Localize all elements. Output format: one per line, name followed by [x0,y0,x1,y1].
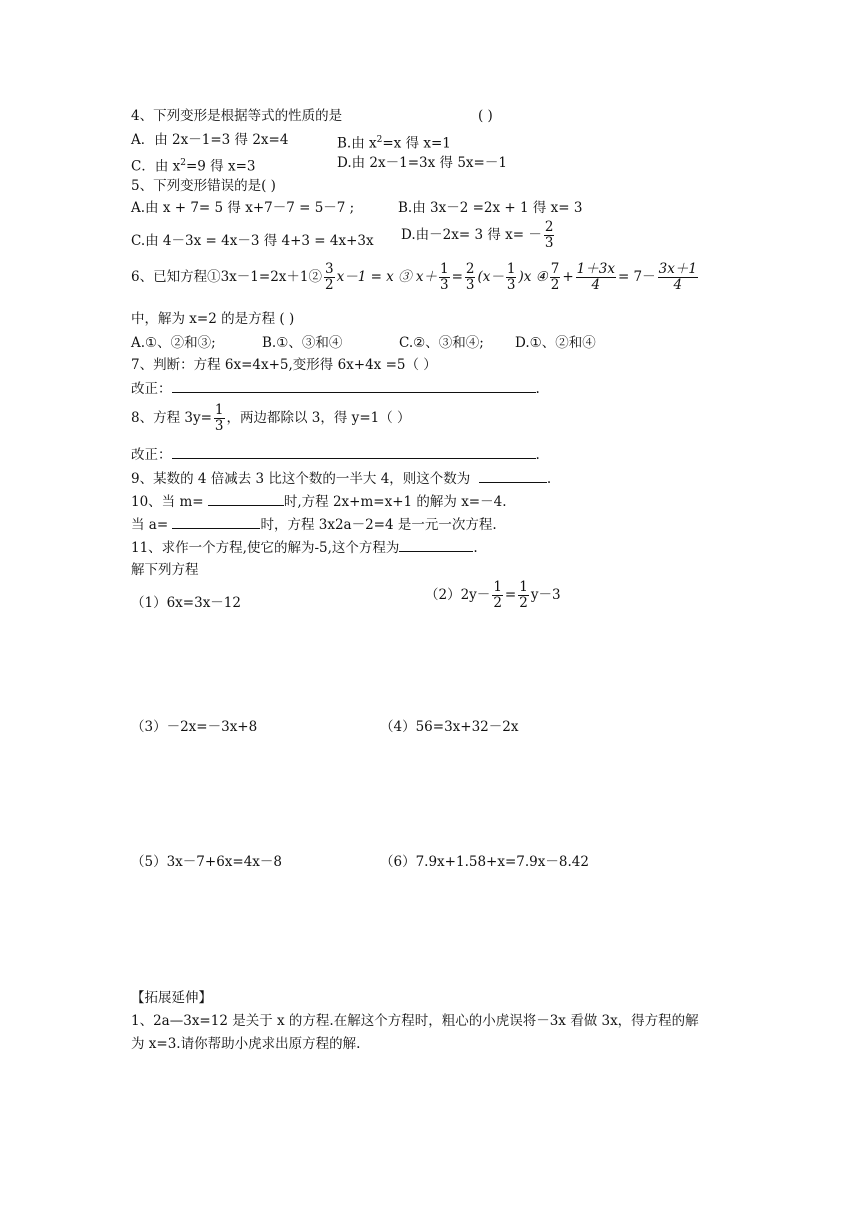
q4-option-c [131,154,255,176]
q6-frac-3xp1-4 [658,262,698,293]
q8-fix-line [131,446,540,464]
q10-m-blank[interactable] [208,493,284,506]
solve-problem-6: （6）7.9x+1.58+x=7.9x－8.42 [380,854,589,870]
p2-eq: = [504,587,517,603]
q11-pre: 11、求作一个方程,使它的解为-5,这个方程为 [131,540,400,556]
q10-a-blank[interactable] [172,516,260,529]
q6-equations [131,262,700,293]
q6-e3-num2: 2 [465,261,475,277]
q11-end: . [473,540,478,556]
q8-stem-pre: 8、方程 3y= [131,410,212,426]
solve-problem-2 [425,580,561,611]
extension-title: 【拓展延伸】 [131,990,212,1006]
q6-stem-pre: 6、已知方程①3x－1=2x＋1② [131,269,322,285]
q8-den: 3 [214,418,224,434]
q6-e4-num2: 1＋3x [576,261,615,277]
q4-b-sup: 2 [376,135,383,145]
q10-line2 [131,516,497,534]
q8-stem-post: ，两边都除以 3，得 y=1（ ） [226,410,411,426]
q11-line [131,539,478,557]
q5-d-pre: D.由－2x= 3 得 x= － [401,227,542,243]
solve-problem-3: （3）－2x=－3x+8 [131,719,258,735]
q5-stem: 5、下列变形错误的是( ) [131,178,276,194]
q4-stem-text: 4、下列变形是根据等式的性质的是 [131,108,343,124]
q10-line1 [131,493,507,511]
p2-num2: 1 [519,579,528,595]
q10-pre2: 当 a= [131,517,169,533]
q6-e3-paren: (x－ [477,269,504,285]
q8-stem [131,403,411,434]
p2-post: y－3 [530,587,561,603]
q10-post2: 时，方程 3x2a－2=4 是一元一次方程. [260,517,497,533]
solve-problem-5: （5）3x－7+6x=4x－8 [131,854,282,870]
solve-problem-4: （4）56=3x+32－2x [380,719,519,735]
q4-c-sup: 2 [180,158,186,168]
q6-frac-7-2 [550,262,561,293]
q4-c-pre: C．由 x [131,158,181,175]
q4-answer-paren: ( ) [478,108,493,124]
q4-option-d: D.由 2x－1=3x 得 5x=－1 [337,155,507,171]
q6-e2-rest: x－1 = x ③ x＋ [336,269,437,285]
q6-e2-num: 3 [324,261,334,277]
q6-e3-den2: 3 [465,277,475,293]
p2-frac-1 [492,580,503,611]
q6-frac-2-3 [465,262,476,293]
q6-option-d: D.①、②和④ [515,335,596,351]
q6-frac-1-3b [506,262,517,293]
q6-frac-3-2 [324,262,335,293]
q7-fix-end: . [535,381,540,397]
q6-e3-num3: 1 [506,261,516,277]
q6-e3-den: 3 [439,277,449,293]
q5-option-c: C.由 4－3x = 4x－3 得 4+3 = 4x+3x [131,233,374,249]
q9-end: . [546,471,552,487]
q4-b-post: =x 得 x=1 [382,135,451,152]
q6-e2-den: 2 [324,277,334,293]
q5-option-b: B.由 3x－2 =2x + 1 得 x= 3 [398,200,583,216]
q6-e3-den3: 3 [506,277,516,293]
q5-d-num: 2 [544,219,554,235]
p2-num: 1 [493,579,502,595]
q6-frac-1-3 [439,262,450,293]
q7-stem: 7、判断：方程 6x=4x+5,变形得 6x+4x =5（ ） [131,357,437,373]
q6-e4-den: 2 [550,277,560,293]
p2-pre: （2）2y－ [425,587,491,603]
q10-pre: 10、当 m= [131,494,204,510]
extension-line-2: 为 x=3.请你帮助小虎求出原方程的解. [131,1036,361,1052]
q5-option-a: A.由 x + 7= 5 得 x+7－7 = 5－7 ; [131,200,355,216]
p2-frac-2 [518,580,529,611]
q6-e4-num: 7 [550,261,560,277]
q6-e4-den3: 4 [673,277,683,293]
q6-e4-den2: 4 [591,277,601,293]
q6-option-c: C.②、③和④; [399,335,484,351]
q8-num: 1 [214,402,224,418]
q6-frac-1p3x-4 [576,262,616,293]
p2-den: 2 [493,595,502,611]
q4-option-a: A．由 2x－1=3 得 2x=4 [131,132,289,148]
q6-e4-num3: 3x＋1 [658,261,697,277]
q6-tail: 中，解为 x=2 的是方程 ( ) [131,311,295,327]
q5-option-d [401,220,556,251]
q5-d-den: 3 [544,235,554,251]
q6-option-a: A.①、②和③; [131,335,216,351]
q4-stem [131,107,342,125]
q6-e4-plus: + [562,269,574,285]
solve-title: 解下列方程 [131,562,199,578]
q7-fix-blank[interactable] [172,380,536,393]
q7-fix-line [131,380,540,398]
q6-e3-num: 1 [439,261,449,277]
q4-option-b [337,131,451,153]
q4-b-pre: B.由 x [337,135,377,152]
q10-post: 时,方程 2x+m=x+1 的解为 x=－4. [283,494,507,510]
q6-e3-eq: = [451,269,463,285]
solve-problem-1: （1）6x=3x－12 [131,595,241,611]
q8-fix-end: . [535,447,540,463]
q9-blank[interactable] [479,470,547,483]
q7-fix-label: 改正： [131,381,172,397]
q9-stem: 9、某数的 4 倍减去 3 比这个数的一半大 4，则这个数为 [131,471,471,487]
q6-option-b: B.①、③和④ [262,335,343,351]
q4-c-post: =9 得 x=3 [185,158,256,175]
q8-fix-blank[interactable] [172,446,536,459]
q8-fraction [214,403,225,434]
q9-line [131,470,551,488]
q5-d-fraction [544,220,555,251]
q11-blank[interactable] [399,539,473,552]
q6-e4-mid: = 7－ [617,269,656,285]
q6-e3-close: )x ④ [518,269,548,285]
q8-fix-label: 改正： [131,447,172,463]
p2-den2: 2 [519,595,528,611]
extension-line-1: 1、2a—3x=12 是关于 x 的方程.在解这个方程时，粗心的小虎误将－3x 看做 3x，得方程的解 [131,1013,699,1029]
